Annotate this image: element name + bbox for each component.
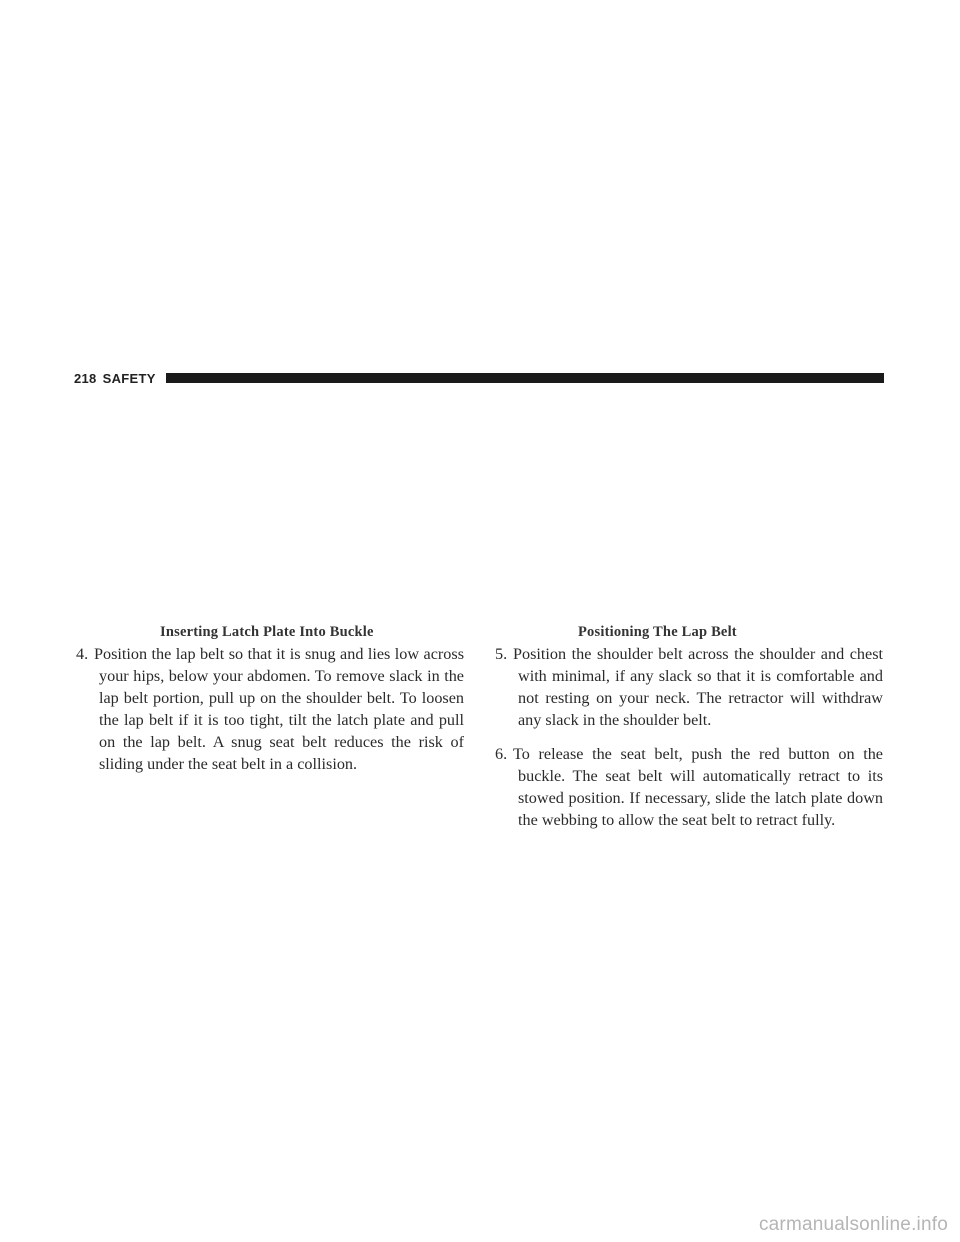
- item-number: 5.: [495, 645, 508, 663]
- item-number: 6.: [495, 745, 508, 763]
- page-header: [74, 370, 884, 386]
- right-column: [495, 643, 883, 843]
- item-number: 4.: [76, 645, 89, 663]
- figure-caption-latch-plate: Inserting Latch Plate Into Buckle: [160, 624, 374, 640]
- left-column: [76, 643, 464, 787]
- page-number: 218: [74, 370, 97, 386]
- item-text: To release the seat belt, push the red button on the buckle. The seat belt will automatically retract to its stowed position. If necessary, slide the latch plate down the webbing to allow the seat belt to retract fully.: [513, 745, 883, 829]
- header-rule: [166, 373, 884, 383]
- list-item: [495, 643, 883, 731]
- list-item: [495, 743, 883, 831]
- list-item: [76, 643, 464, 775]
- item-text: Position the shoulder belt across the shoulder and chest with minimal, if any slack so that it is comfortable and not resting on your neck. The retractor will withdraw any slack in the shoulder belt.: [513, 645, 883, 729]
- watermark: carmanualsonline.info: [758, 1214, 948, 1235]
- figure-caption-lap-belt: Positioning The Lap Belt: [578, 624, 737, 640]
- section-title: SAFETY: [102, 370, 156, 386]
- item-text: Position the lap belt so that it is snug and lies low across your hips, below your abdomen. To remove slack in the lap belt portion, pull up on the shoulder belt. To loosen the lap belt if it is too tight, tilt the latch plate and pull on the lap belt. A snug seat belt reduces the risk of sliding under the seat belt in a collision.: [94, 645, 464, 773]
